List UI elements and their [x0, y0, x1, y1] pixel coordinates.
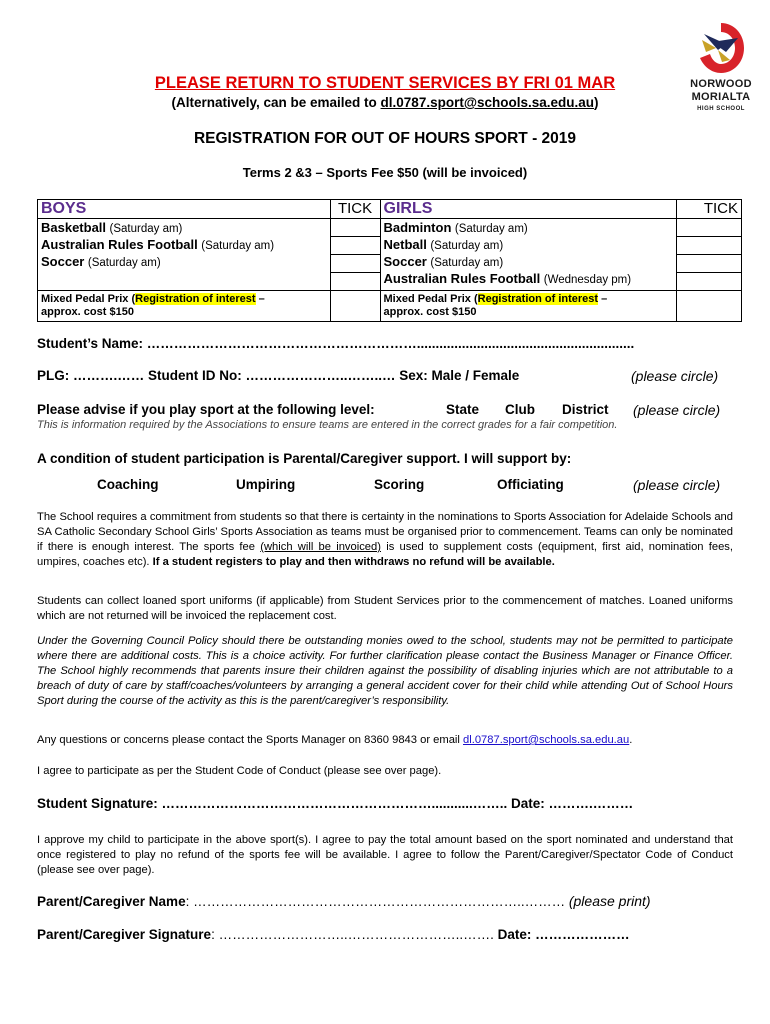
support-option-scoring[interactable]: Scoring [374, 477, 425, 492]
logo-emblem-icon [682, 20, 760, 76]
contact-email-link[interactable]: dl.0787.sport@schools.sa.edu.au [463, 734, 630, 746]
girls-sport-item: Badminton (Saturday am) [383, 220, 528, 235]
girls-sports-cell [380, 219, 677, 291]
level-note: This is information required by the Associations to ensure teams are entered in the correct grades for a fair competition. [37, 419, 618, 431]
girls-tick-box[interactable] [677, 237, 741, 255]
boys-sport-item: Basketball (Saturday am) [41, 220, 183, 235]
sports-list-row [38, 219, 742, 291]
girls-tick-header: TICK [677, 200, 742, 219]
girls-tick-box[interactable] [677, 219, 741, 237]
parent-name-field[interactable]: Parent/Caregiver Name: ………………………………………………………………..……… (please print) [37, 893, 651, 909]
parent-approval-paragraph: I approve my child to participate in the above sport(s). I agree to pay the total amount based on the sport nominated and understand that once registered to play no refund of the sports fee will be available. I agree to follow the Parent/Caregiver/Spectator Code of Conduct (please see over page). [37, 834, 733, 876]
level-option-state[interactable]: State [446, 402, 480, 417]
boys-pedal-tick-box[interactable] [330, 291, 380, 322]
support-option-coaching[interactable]: Coaching [97, 477, 159, 492]
return-instruction-heading: PLEASE RETURN TO STUDENT SERVICES BY FRI 01 MAR [154, 74, 616, 92]
support-option-officiating[interactable]: Officiating [497, 477, 564, 492]
level-option-club[interactable]: Club [505, 402, 535, 417]
student-name-field[interactable]: Student’s Name: …………………………………………………….......................................................... [37, 336, 635, 351]
boys-header: BOYS [38, 200, 331, 219]
boys-tick-box[interactable] [331, 255, 380, 273]
boys-sport-item: Soccer (Saturday am) [41, 254, 161, 269]
boys-sports-cell [38, 219, 331, 291]
boys-tick-header: TICK [330, 200, 380, 219]
logo-line-2: MORIALTA [691, 91, 751, 103]
uniforms-paragraph: Students can collect loaned sport uniforms (if applicable) from Student Services prior to the commencement of matches. Loaned uniforms which are not returned will be invoiced the replacement cost. [37, 595, 733, 622]
girls-tick-box[interactable] [677, 255, 741, 273]
contact-paragraph: Any questions or concerns please contact the Sports Manager on 8360 9843 or email dl.0787.sport@schools.sa.edu.au. [37, 734, 633, 746]
logo-line-3: HIGH SCHOOL [697, 106, 745, 112]
header-email-link[interactable]: dl.0787.sport@schools.sa.edu.au [380, 95, 595, 110]
support-please-circle: (please circle) [633, 477, 721, 493]
logo-line-1: NORWOOD [690, 78, 752, 90]
plg-id-sex-line[interactable]: PLG: ……….…… Student ID No: …………………..……..… Sex: Male / Female [37, 368, 520, 383]
student-signature-field[interactable]: Student Signature: ……………………………………………………...........…….. Date: ……….……… [37, 796, 634, 811]
support-option-umpiring[interactable]: Umpiring [236, 477, 296, 492]
boys-tick-cell[interactable] [330, 219, 380, 291]
email-prefix: (Alternatively, can be emailed to [171, 95, 381, 110]
girls-tick-box[interactable] [677, 273, 741, 290]
policy-paragraph: Under the Governing Council Policy should there be outstanding monies owed to the school, students may not be permitted to participate where there are additional costs. This is a choice activity. For further clarification please contact the Business Manager or Finance Officer. The School highly recommends that parents insure their children against the possibility of disabling injuries which are not attributable to a breach of duty of care by staff/coaches/volunteers by arranging a general accident cover for their child while attending Out of School Hours Sport during the course of the activity as this is the parent/caregiver’s responsibility. [37, 635, 733, 707]
support-condition: A condition of student participation is Parental/Caregiver support. I will support by: [37, 451, 572, 466]
boys-tick-box[interactable] [331, 237, 380, 255]
level-question: Please advise if you play sport at the following level: [37, 402, 375, 417]
email-suffix: ) [594, 95, 599, 110]
girls-tick-cell[interactable] [677, 219, 742, 291]
terms-fee-line: Terms 2 &3 – Sports Fee $50 (will be invoiced) [242, 165, 528, 180]
email-alternative-line [0, 95, 770, 110]
level-please-circle: (please circle) [633, 402, 721, 418]
sports-selection-table [37, 199, 742, 322]
girls-sport-item: Soccer (Saturday am) [383, 254, 504, 269]
girls-header: GIRLS [380, 200, 677, 219]
boys-tick-box[interactable] [331, 219, 380, 237]
parent-signature-field[interactable]: Parent/Caregiver Signature: ………………………..……………………..……. Date: ………………… [37, 927, 630, 942]
girls-sport-item: Netball (Saturday am) [383, 237, 504, 252]
girls-sport-item: Australian Rules Football (Wednesday pm) [383, 271, 632, 286]
girls-pedal-tick-box[interactable] [677, 291, 742, 322]
boys-pedal-prix: Mixed Pedal Prix (Registration of interest – approx. cost $150 [38, 291, 331, 322]
table-header-row [38, 200, 742, 219]
pedal-prix-row [38, 291, 742, 322]
sex-please-circle: (please circle) [631, 368, 719, 384]
code-of-conduct-agreement: I agree to participate as per the Student Code of Conduct (please see over page). [37, 765, 442, 777]
boys-sport-item: Australian Rules Football (Saturday am) [41, 237, 275, 252]
level-option-district[interactable]: District [562, 402, 609, 417]
girls-pedal-prix: Mixed Pedal Prix (Registration of interest – approx. cost $150 [380, 291, 677, 322]
form-title: REGISTRATION FOR OUT OF HOURS SPORT - 2019 [193, 130, 577, 147]
commitment-paragraph: The School requires a commitment from students so that there is certainty in the nominations to Sports Association for Adelaide Schools and SA Catholic Secondary School Girls’ Sports Association as teams must be organised prior to commencement. Teams can only be nominated if there is enough interest. The sports fee (which will be invoiced) is used to supplement costs (equipment, first aid, nomination fees, umpires, coaches etc). If a student registers to play and then withdraws no refund will be available. [37, 511, 733, 568]
